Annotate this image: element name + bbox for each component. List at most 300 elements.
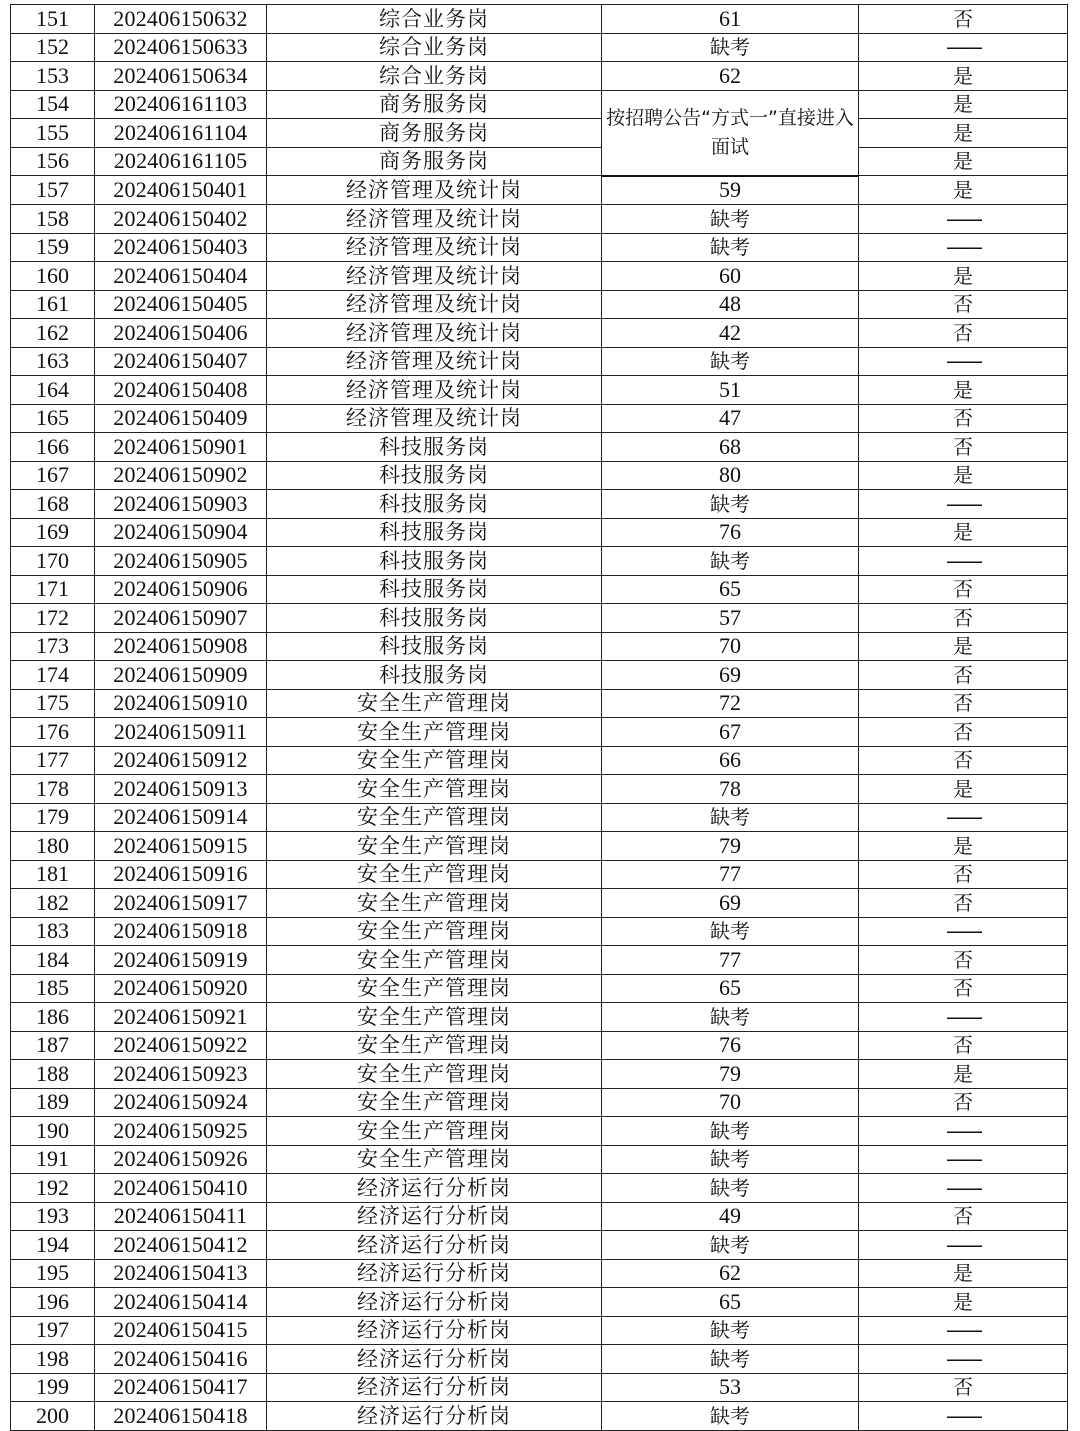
row-number-cell: 189: [11, 1088, 95, 1117]
interview-eligible-cell: 否: [859, 319, 1068, 348]
score-cell: 缺考: [602, 205, 859, 234]
table-row: [11, 746, 1068, 775]
row-number-cell: 199: [11, 1373, 95, 1402]
interview-eligible-cell: ——: [859, 1345, 1068, 1374]
exam-id-cell: 202406150412: [95, 1231, 267, 1260]
score-cell: 79: [602, 1060, 859, 1089]
row-number-cell: 179: [11, 803, 95, 832]
interview-eligible-cell: 否: [859, 1031, 1068, 1060]
exam-id-cell: 202406150908: [95, 632, 267, 661]
interview-eligible-cell: 是: [859, 832, 1068, 861]
table-row: [11, 176, 1068, 205]
interview-eligible-cell: ——: [859, 1003, 1068, 1032]
exam-id-cell: 202406150916: [95, 860, 267, 889]
table-row: [11, 461, 1068, 490]
position-cell: 安全生产管理岗: [267, 1088, 602, 1117]
row-number-cell: 180: [11, 832, 95, 861]
exam-id-cell: 202406161104: [95, 119, 267, 148]
exam-id-cell: 202406150921: [95, 1003, 267, 1032]
interview-eligible-cell: 否: [859, 5, 1068, 34]
exam-id-cell: 202406150904: [95, 518, 267, 547]
row-number-cell: 170: [11, 547, 95, 576]
row-number-cell: 181: [11, 860, 95, 889]
position-cell: 科技服务岗: [267, 461, 602, 490]
score-cell: 62: [602, 62, 859, 91]
row-number-cell: 162: [11, 319, 95, 348]
score-cell: 缺考: [602, 1345, 859, 1374]
row-number-cell: 178: [11, 775, 95, 804]
interview-eligible-cell: 是: [859, 632, 1068, 661]
row-number-cell: 163: [11, 347, 95, 376]
exam-id-cell: 202406150923: [95, 1060, 267, 1089]
results-table: [10, 4, 1068, 1431]
table-row: [11, 1031, 1068, 1060]
interview-eligible-cell: 是: [859, 461, 1068, 490]
exam-id-cell: 202406150402: [95, 205, 267, 234]
score-cell: 51: [602, 376, 859, 405]
score-cell: 缺考: [602, 803, 859, 832]
table-row: [11, 319, 1068, 348]
table-row: [11, 62, 1068, 91]
row-number-cell: 192: [11, 1174, 95, 1203]
position-cell: 经济管理及统计岗: [267, 176, 602, 205]
row-number-cell: 197: [11, 1316, 95, 1345]
position-cell: 科技服务岗: [267, 547, 602, 576]
row-number-cell: 183: [11, 917, 95, 946]
position-cell: 科技服务岗: [267, 604, 602, 633]
table-row: [11, 689, 1068, 718]
exam-id-cell: 202406150414: [95, 1288, 267, 1317]
position-cell: 经济管理及统计岗: [267, 404, 602, 433]
position-cell: 安全生产管理岗: [267, 889, 602, 918]
interview-eligible-cell: 否: [859, 1373, 1068, 1402]
position-cell: 经济运行分析岗: [267, 1345, 602, 1374]
exam-id-cell: 202406150909: [95, 661, 267, 690]
row-number-cell: 200: [11, 1402, 95, 1431]
row-number-cell: 177: [11, 746, 95, 775]
table-row: [11, 290, 1068, 319]
position-cell: 安全生产管理岗: [267, 832, 602, 861]
exam-id-cell: 202406150924: [95, 1088, 267, 1117]
position-cell: 综合业务岗: [267, 62, 602, 91]
table-row: [11, 5, 1068, 34]
interview-eligible-cell: ——: [859, 1174, 1068, 1203]
table-row: [11, 347, 1068, 376]
score-cell: 缺考: [602, 1117, 859, 1146]
table-row: [11, 147, 1068, 176]
position-cell: 经济运行分析岗: [267, 1174, 602, 1203]
row-number-cell: 186: [11, 1003, 95, 1032]
position-cell: 安全生产管理岗: [267, 746, 602, 775]
row-number-cell: 190: [11, 1117, 95, 1146]
score-cell: 缺考: [602, 547, 859, 576]
interview-eligible-cell: 否: [859, 1202, 1068, 1231]
exam-id-cell: 202406150901: [95, 433, 267, 462]
table-row: [11, 974, 1068, 1003]
interview-eligible-cell: ——: [859, 1402, 1068, 1431]
table-row: [11, 90, 1068, 119]
score-cell: 缺考: [602, 917, 859, 946]
row-number-cell: 195: [11, 1259, 95, 1288]
exam-id-cell: 202406161103: [95, 90, 267, 119]
position-cell: 商务服务岗: [267, 119, 602, 148]
score-cell: 57: [602, 604, 859, 633]
score-cell: 60: [602, 262, 859, 291]
table-row: [11, 1117, 1068, 1146]
interview-eligible-cell: ——: [859, 347, 1068, 376]
exam-id-cell: 202406150922: [95, 1031, 267, 1060]
exam-id-cell: 202406150902: [95, 461, 267, 490]
position-cell: 安全生产管理岗: [267, 1117, 602, 1146]
exam-id-cell: 202406150417: [95, 1373, 267, 1402]
interview-eligible-cell: 是: [859, 518, 1068, 547]
score-cell: 62: [602, 1259, 859, 1288]
position-cell: 经济管理及统计岗: [267, 233, 602, 262]
exam-id-cell: 202406150911: [95, 718, 267, 747]
position-cell: 科技服务岗: [267, 632, 602, 661]
score-cell: 70: [602, 1088, 859, 1117]
score-cell: 80: [602, 461, 859, 490]
exam-id-cell: 202406150914: [95, 803, 267, 832]
interview-eligible-cell: ——: [859, 490, 1068, 519]
interview-eligible-cell: ——: [859, 233, 1068, 262]
position-cell: 商务服务岗: [267, 147, 602, 176]
row-number-cell: 157: [11, 176, 95, 205]
position-cell: 安全生产管理岗: [267, 775, 602, 804]
exam-id-cell: 202406150920: [95, 974, 267, 1003]
interview-eligible-cell: 否: [859, 746, 1068, 775]
table-row: [11, 1088, 1068, 1117]
position-cell: 经济管理及统计岗: [267, 262, 602, 291]
table-row: [11, 1231, 1068, 1260]
interview-eligible-cell: 否: [859, 575, 1068, 604]
interview-eligible-cell: ——: [859, 1117, 1068, 1146]
table-row: [11, 1288, 1068, 1317]
score-cell: 66: [602, 746, 859, 775]
position-cell: 科技服务岗: [267, 661, 602, 690]
interview-eligible-cell: 否: [859, 946, 1068, 975]
row-number-cell: 172: [11, 604, 95, 633]
table-row: [11, 404, 1068, 433]
exam-id-cell: 202406150406: [95, 319, 267, 348]
row-number-cell: 182: [11, 889, 95, 918]
exam-id-cell: 202406150910: [95, 689, 267, 718]
exam-id-cell: 202406150415: [95, 1316, 267, 1345]
interview-eligible-cell: 是: [859, 1060, 1068, 1089]
position-cell: 安全生产管理岗: [267, 917, 602, 946]
interview-eligible-cell: ——: [859, 33, 1068, 62]
interview-eligible-cell: 否: [859, 404, 1068, 433]
exam-id-cell: 202406150913: [95, 775, 267, 804]
row-number-cell: 159: [11, 233, 95, 262]
interview-eligible-cell: ——: [859, 803, 1068, 832]
exam-id-cell: 202406150917: [95, 889, 267, 918]
row-number-cell: 155: [11, 119, 95, 148]
interview-eligible-cell: 是: [859, 90, 1068, 119]
exam-id-cell: 202406150401: [95, 176, 267, 205]
exam-id-cell: 202406150912: [95, 746, 267, 775]
score-cell: 缺考: [602, 33, 859, 62]
table-row: [11, 1003, 1068, 1032]
position-cell: 商务服务岗: [267, 90, 602, 119]
row-number-cell: 166: [11, 433, 95, 462]
interview-eligible-cell: 否: [859, 974, 1068, 1003]
score-cell: 69: [602, 661, 859, 690]
table-row: [11, 376, 1068, 405]
interview-eligible-cell: 是: [859, 262, 1068, 291]
score-cell: 77: [602, 946, 859, 975]
exam-id-cell: 202406150408: [95, 376, 267, 405]
row-number-cell: 167: [11, 461, 95, 490]
interview-eligible-cell: 是: [859, 119, 1068, 148]
position-cell: 安全生产管理岗: [267, 718, 602, 747]
position-cell: 经济运行分析岗: [267, 1373, 602, 1402]
position-cell: 经济管理及统计岗: [267, 347, 602, 376]
position-cell: 安全生产管理岗: [267, 1060, 602, 1089]
exam-id-cell: 202406150404: [95, 262, 267, 291]
score-cell: 70: [602, 632, 859, 661]
interview-eligible-cell: 否: [859, 604, 1068, 633]
position-cell: 安全生产管理岗: [267, 689, 602, 718]
table-row: [11, 433, 1068, 462]
score-cell: 79: [602, 832, 859, 861]
row-number-cell: 175: [11, 689, 95, 718]
exam-id-cell: 202406150915: [95, 832, 267, 861]
table-row: [11, 575, 1068, 604]
position-cell: 经济运行分析岗: [267, 1288, 602, 1317]
exam-id-cell: 202406150413: [95, 1259, 267, 1288]
score-cell: 47: [602, 404, 859, 433]
score-cell: 缺考: [602, 347, 859, 376]
row-number-cell: 164: [11, 376, 95, 405]
exam-id-cell: 202406150409: [95, 404, 267, 433]
table-row: [11, 718, 1068, 747]
table-row: [11, 860, 1068, 889]
score-cell: 缺考: [602, 1174, 859, 1203]
position-cell: 科技服务岗: [267, 490, 602, 519]
table-row: [11, 205, 1068, 234]
table-row: [11, 1174, 1068, 1203]
position-cell: 经济运行分析岗: [267, 1402, 602, 1431]
position-cell: 安全生产管理岗: [267, 1145, 602, 1174]
score-cell: 76: [602, 518, 859, 547]
direct-interview-note-cell: 按招聘公告“方式一”直接进入面试: [602, 90, 859, 176]
table-row: [11, 518, 1068, 547]
table-row: [11, 262, 1068, 291]
exam-id-cell: 202406161105: [95, 147, 267, 176]
score-cell: 69: [602, 889, 859, 918]
position-cell: 安全生产管理岗: [267, 803, 602, 832]
exam-id-cell: 202406150907: [95, 604, 267, 633]
interview-eligible-cell: 否: [859, 689, 1068, 718]
score-cell: 缺考: [602, 1231, 859, 1260]
row-number-cell: 173: [11, 632, 95, 661]
table-row: [11, 119, 1068, 148]
score-cell: 77: [602, 860, 859, 889]
row-number-cell: 153: [11, 62, 95, 91]
position-cell: 经济管理及统计岗: [267, 376, 602, 405]
table-row: [11, 946, 1068, 975]
table-row: [11, 632, 1068, 661]
exam-id-cell: 202406150405: [95, 290, 267, 319]
row-number-cell: 187: [11, 1031, 95, 1060]
row-number-cell: 174: [11, 661, 95, 690]
score-cell: 48: [602, 290, 859, 319]
score-cell: 53: [602, 1373, 859, 1402]
score-cell: 59: [602, 176, 859, 205]
row-number-cell: 171: [11, 575, 95, 604]
table-row: [11, 1259, 1068, 1288]
exam-id-cell: 202406150634: [95, 62, 267, 91]
score-cell: 缺考: [602, 490, 859, 519]
table-row: [11, 1373, 1068, 1402]
interview-eligible-cell: 否: [859, 433, 1068, 462]
interview-eligible-cell: 是: [859, 147, 1068, 176]
position-cell: 经济运行分析岗: [267, 1231, 602, 1260]
interview-eligible-cell: 是: [859, 176, 1068, 205]
row-number-cell: 158: [11, 205, 95, 234]
interview-eligible-cell: 否: [859, 718, 1068, 747]
score-cell: 缺考: [602, 233, 859, 262]
score-cell: 61: [602, 5, 859, 34]
exam-id-cell: 202406150926: [95, 1145, 267, 1174]
exam-id-cell: 202406150410: [95, 1174, 267, 1203]
position-cell: 科技服务岗: [267, 433, 602, 462]
table-row: [11, 889, 1068, 918]
score-cell: 78: [602, 775, 859, 804]
exam-id-cell: 202406150632: [95, 5, 267, 34]
score-cell: 65: [602, 974, 859, 1003]
row-number-cell: 168: [11, 490, 95, 519]
table-row: [11, 1202, 1068, 1231]
position-cell: 经济管理及统计岗: [267, 290, 602, 319]
position-cell: 科技服务岗: [267, 518, 602, 547]
exam-id-cell: 202406150633: [95, 33, 267, 62]
position-cell: 经济管理及统计岗: [267, 319, 602, 348]
interview-eligible-cell: 是: [859, 775, 1068, 804]
position-cell: 安全生产管理岗: [267, 974, 602, 1003]
table-row: [11, 775, 1068, 804]
row-number-cell: 188: [11, 1060, 95, 1089]
position-cell: 安全生产管理岗: [267, 946, 602, 975]
table-row: [11, 1060, 1068, 1089]
exam-id-cell: 202406150918: [95, 917, 267, 946]
table-row: [11, 33, 1068, 62]
row-number-cell: 165: [11, 404, 95, 433]
interview-eligible-cell: ——: [859, 1316, 1068, 1345]
row-number-cell: 152: [11, 33, 95, 62]
position-cell: 经济运行分析岗: [267, 1316, 602, 1345]
table-row: [11, 1402, 1068, 1431]
results-table-body: [11, 5, 1068, 1431]
interview-eligible-cell: 否: [859, 860, 1068, 889]
interview-eligible-cell: ——: [859, 917, 1068, 946]
interview-eligible-cell: 否: [859, 290, 1068, 319]
row-number-cell: 198: [11, 1345, 95, 1374]
table-row: [11, 233, 1068, 262]
table-row: [11, 604, 1068, 633]
score-cell: 72: [602, 689, 859, 718]
position-cell: 科技服务岗: [267, 575, 602, 604]
position-cell: 经济运行分析岗: [267, 1259, 602, 1288]
table-row: [11, 803, 1068, 832]
row-number-cell: 191: [11, 1145, 95, 1174]
position-cell: 安全生产管理岗: [267, 1031, 602, 1060]
position-cell: 经济运行分析岗: [267, 1202, 602, 1231]
table-row: [11, 490, 1068, 519]
score-cell: 缺考: [602, 1316, 859, 1345]
table-row: [11, 547, 1068, 576]
exam-id-cell: 202406150906: [95, 575, 267, 604]
row-number-cell: 151: [11, 5, 95, 34]
position-cell: 经济管理及统计岗: [267, 205, 602, 234]
interview-eligible-cell: 是: [859, 62, 1068, 91]
table-row: [11, 1345, 1068, 1374]
score-cell: 65: [602, 575, 859, 604]
score-cell: 49: [602, 1202, 859, 1231]
row-number-cell: 196: [11, 1288, 95, 1317]
exam-id-cell: 202406150919: [95, 946, 267, 975]
score-cell: 42: [602, 319, 859, 348]
exam-id-cell: 202406150403: [95, 233, 267, 262]
exam-id-cell: 202406150925: [95, 1117, 267, 1146]
score-cell: 76: [602, 1031, 859, 1060]
exam-id-cell: 202406150407: [95, 347, 267, 376]
score-cell: 65: [602, 1288, 859, 1317]
interview-eligible-cell: 否: [859, 1088, 1068, 1117]
exam-id-cell: 202406150416: [95, 1345, 267, 1374]
table-row: [11, 1316, 1068, 1345]
score-cell: 缺考: [602, 1003, 859, 1032]
table-row: [11, 832, 1068, 861]
exam-id-cell: 202406150411: [95, 1202, 267, 1231]
interview-eligible-cell: 是: [859, 1259, 1068, 1288]
interview-eligible-cell: ——: [859, 1231, 1068, 1260]
table-row: [11, 917, 1068, 946]
interview-eligible-cell: ——: [859, 205, 1068, 234]
row-number-cell: 154: [11, 90, 95, 119]
row-number-cell: 185: [11, 974, 95, 1003]
position-cell: 安全生产管理岗: [267, 860, 602, 889]
row-number-cell: 169: [11, 518, 95, 547]
score-cell: 缺考: [602, 1145, 859, 1174]
row-number-cell: 160: [11, 262, 95, 291]
exam-id-cell: 202406150418: [95, 1402, 267, 1431]
interview-eligible-cell: 否: [859, 889, 1068, 918]
row-number-cell: 184: [11, 946, 95, 975]
position-cell: 安全生产管理岗: [267, 1003, 602, 1032]
row-number-cell: 193: [11, 1202, 95, 1231]
score-cell: 67: [602, 718, 859, 747]
position-cell: 综合业务岗: [267, 33, 602, 62]
row-number-cell: 161: [11, 290, 95, 319]
position-cell: 综合业务岗: [267, 5, 602, 34]
score-cell: 68: [602, 433, 859, 462]
table-row: [11, 661, 1068, 690]
exam-id-cell: 202406150903: [95, 490, 267, 519]
row-number-cell: 176: [11, 718, 95, 747]
interview-eligible-cell: 是: [859, 376, 1068, 405]
interview-eligible-cell: 否: [859, 661, 1068, 690]
exam-id-cell: 202406150905: [95, 547, 267, 576]
interview-eligible-cell: 是: [859, 1288, 1068, 1317]
score-cell: 缺考: [602, 1402, 859, 1431]
interview-eligible-cell: ——: [859, 547, 1068, 576]
row-number-cell: 194: [11, 1231, 95, 1260]
interview-eligible-cell: ——: [859, 1145, 1068, 1174]
table-row: [11, 1145, 1068, 1174]
row-number-cell: 156: [11, 147, 95, 176]
